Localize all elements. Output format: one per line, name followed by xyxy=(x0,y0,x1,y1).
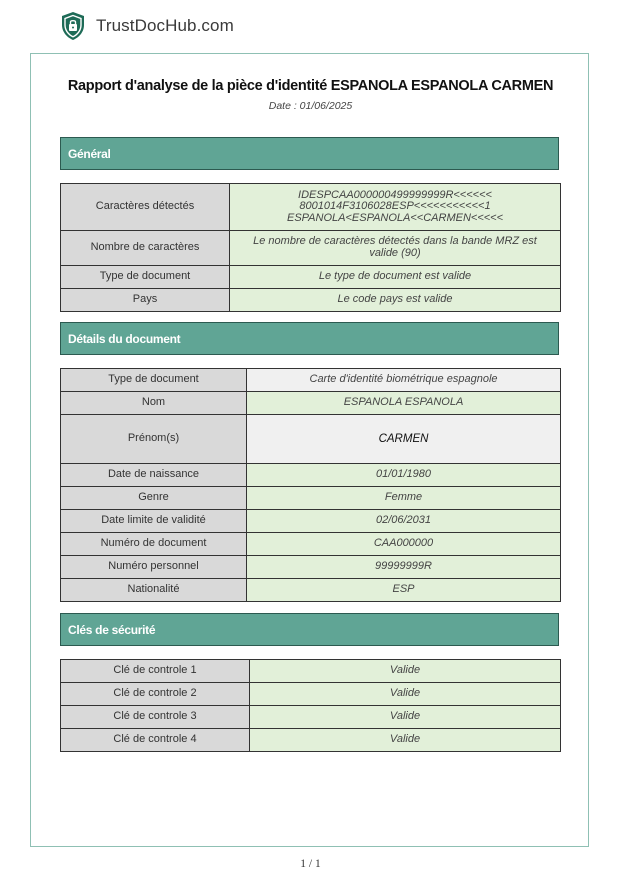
row-value: Valide xyxy=(250,660,561,683)
row-label: Genre xyxy=(61,487,247,510)
row-label: Clé de controle 4 xyxy=(61,729,250,752)
page-number: 1 / 1 xyxy=(300,858,321,870)
table-row xyxy=(61,579,561,602)
row-value-line-2: valide (90) xyxy=(369,247,421,259)
table-row xyxy=(61,510,561,533)
general-table xyxy=(60,183,561,312)
table-row xyxy=(61,683,561,706)
table-row xyxy=(61,415,561,464)
table-row xyxy=(61,392,561,415)
table-row xyxy=(61,660,561,683)
row-value xyxy=(230,231,561,266)
table-row xyxy=(61,289,561,312)
row-label: Type de document xyxy=(61,266,230,289)
brand-header[interactable] xyxy=(60,11,234,41)
row-value: Carte d'identité biométrique espagnole xyxy=(247,369,561,392)
row-value: Valide xyxy=(250,683,561,706)
row-label: Clé de controle 3 xyxy=(61,706,250,729)
section-header-security: Clés de sécurité xyxy=(60,613,559,646)
table-row xyxy=(61,487,561,510)
row-value: CAA000000 xyxy=(247,533,561,556)
brand-name: TrustDocHub.com xyxy=(96,16,234,35)
row-value: 02/06/2031 xyxy=(247,510,561,533)
report-title: Rapport d'analyse de la pièce d'identité ESPANOLA ESPANOLA CARMEN xyxy=(67,78,554,94)
row-value: Valide xyxy=(250,706,561,729)
mrz-line-1: IDESPCAA000000499999999R<<<<<< xyxy=(298,188,492,201)
row-label: Nationalité xyxy=(61,579,247,602)
row-label: Numéro de document xyxy=(61,533,247,556)
table-row xyxy=(61,706,561,729)
row-label: Prénom(s) xyxy=(61,415,247,464)
row-value: Le type de document est valide xyxy=(230,266,561,289)
row-label: Type de document xyxy=(61,369,247,392)
row-label: Nom xyxy=(61,392,247,415)
mrz-line-2: 8001014F3106028ESP<<<<<<<<<<<1 xyxy=(299,200,491,213)
table-row xyxy=(61,729,561,752)
row-value: 99999999R xyxy=(247,556,561,579)
row-value: Femme xyxy=(247,487,561,510)
row-label: Caractères détectés xyxy=(61,184,230,231)
details-table xyxy=(60,368,561,602)
section-header-details: Détails du document xyxy=(60,322,559,355)
table-row xyxy=(61,266,561,289)
row-value: Le code pays est valide xyxy=(230,289,561,312)
row-value: Valide xyxy=(250,729,561,752)
row-label: Numéro personnel xyxy=(61,556,247,579)
row-label: Nombre de caractères xyxy=(61,231,230,266)
table-row xyxy=(61,533,561,556)
mrz-line-3: ESPANOLA<ESPANOLA<<CARMEN<<<<< xyxy=(286,211,504,224)
shield-lock-icon xyxy=(60,11,86,41)
table-row xyxy=(61,231,561,266)
row-label: Date limite de validité xyxy=(61,510,247,533)
row-value: CARMEN xyxy=(247,415,561,464)
row-label: Clé de controle 2 xyxy=(61,683,250,706)
row-value: ESP xyxy=(247,579,561,602)
row-value: ESPANOLA ESPANOLA xyxy=(247,392,561,415)
table-row xyxy=(61,184,561,231)
security-table xyxy=(60,659,561,752)
section-header-general: Général xyxy=(60,137,559,170)
row-label: Date de naissance xyxy=(61,464,247,487)
row-label: Clé de controle 1 xyxy=(61,660,250,683)
row-value-line-1: Le nombre de caractères détectés dans la bande MRZ est xyxy=(253,235,537,248)
table-row xyxy=(61,464,561,487)
mrz-value xyxy=(230,184,561,231)
report-date: Date : 01/06/2025 xyxy=(268,100,353,112)
table-row xyxy=(61,556,561,579)
row-value: 01/01/1980 xyxy=(247,464,561,487)
table-row xyxy=(61,369,561,392)
row-label: Pays xyxy=(61,289,230,312)
